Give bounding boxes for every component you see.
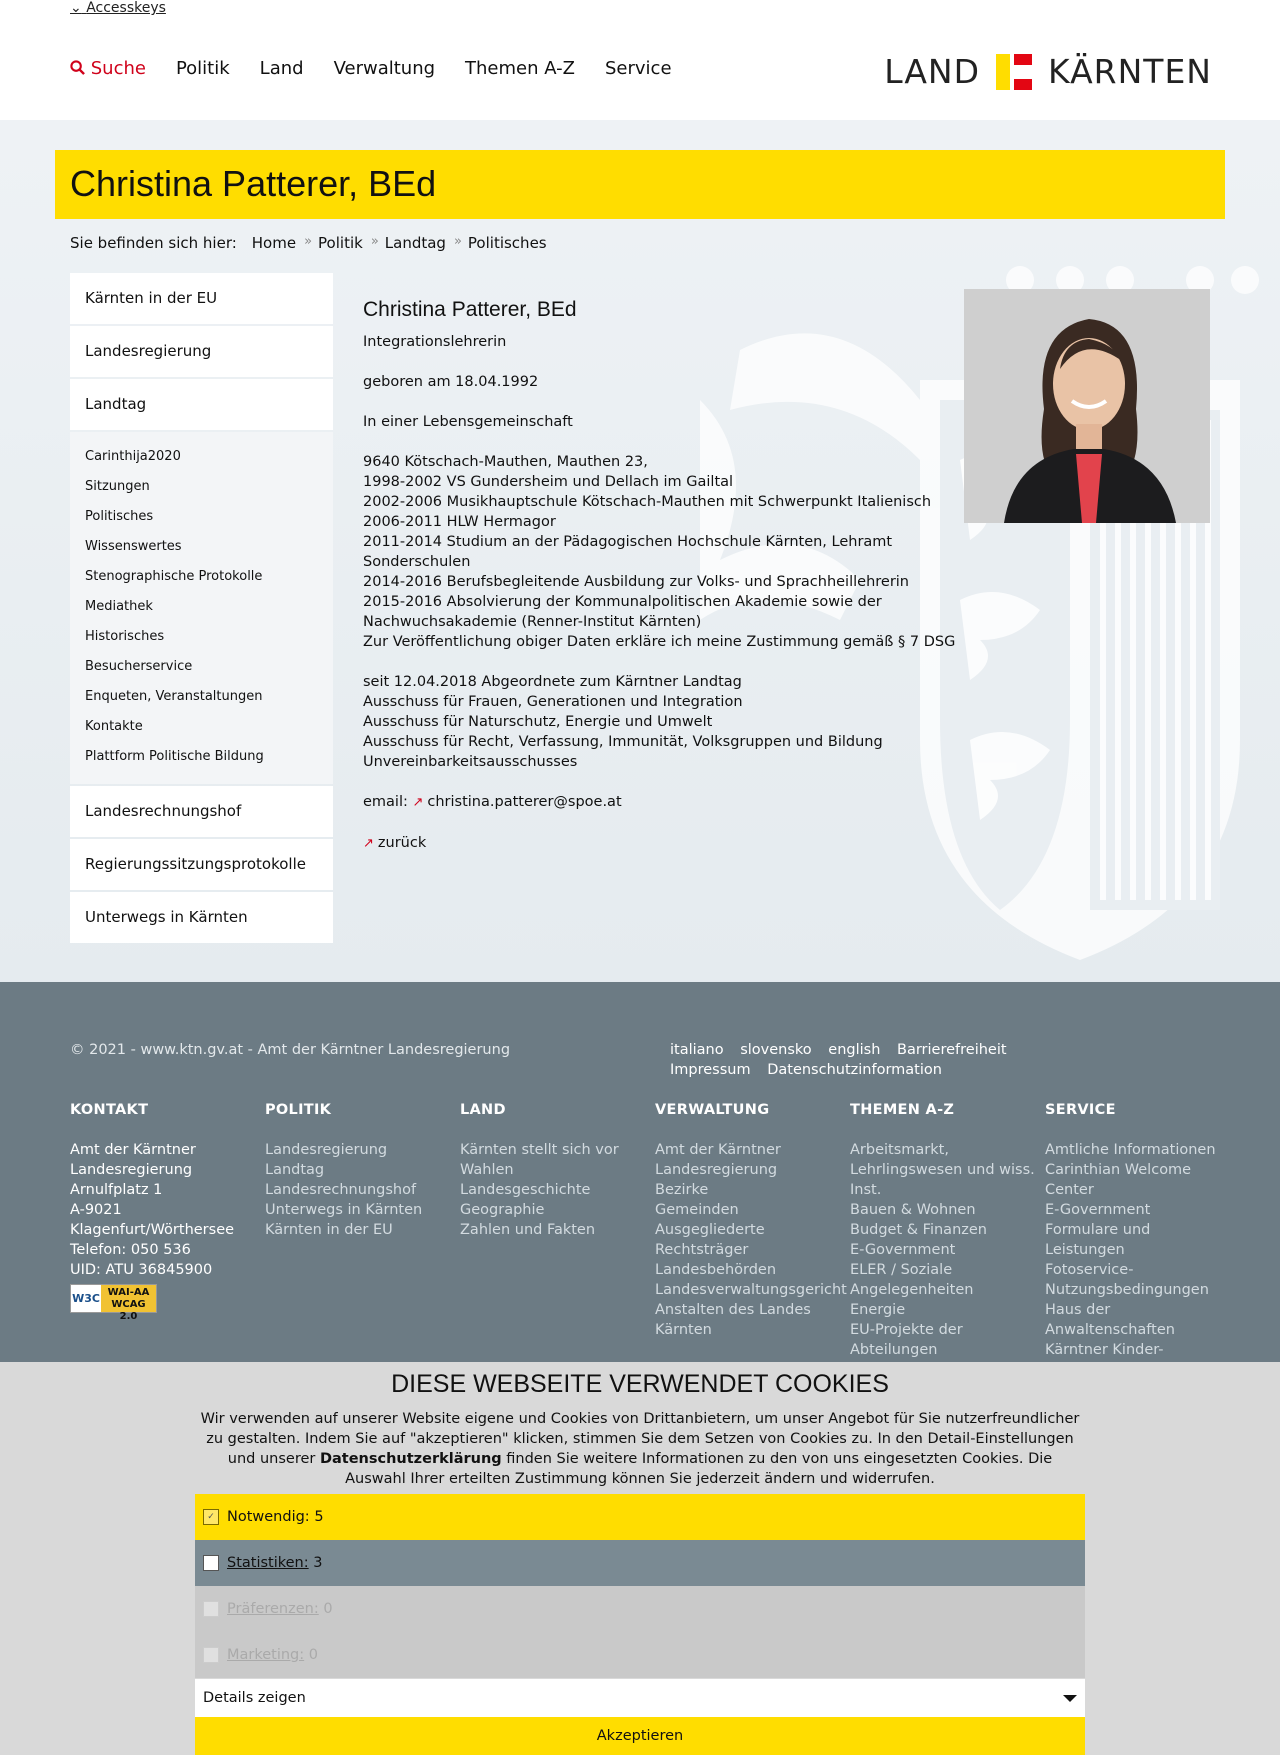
- main-nav: [70, 58, 702, 79]
- checkbox-checked-icon[interactable]: ✓: [203, 1509, 219, 1525]
- sidebar-submenu: [70, 432, 333, 784]
- portrait-image: [964, 289, 1210, 523]
- sidebar-subitem[interactable]: Carinthija2020: [85, 449, 181, 464]
- back-row: [363, 833, 963, 854]
- sidebar-item-unterwegs[interactable]: Unterwegs in Kärnten: [70, 892, 333, 943]
- footer-col-kontakt: KONTAKT Amt der Kärntner Landesregierung Arnulfplatz 1 A-9021 Klagenfurt/Wörthersee Telefon: 050 536 UID: ATU 36845900 W3C WAI-AA WCAG 2.0: [70, 1102, 235, 1322]
- sidebar-subitem[interactable]: Stenographische Protokolle: [85, 569, 263, 584]
- sidebar-item-landesregierung[interactable]: Landesregierung: [70, 326, 333, 377]
- privacy-link[interactable]: Datenschutzerklärung: [319, 1451, 502, 1467]
- chevron-down-icon: ⌄: [70, 0, 82, 16]
- sidebar-subitem[interactable]: Besucherservice: [85, 659, 193, 674]
- footer-link-impressum[interactable]: Impressum: [670, 1062, 751, 1078]
- sidebar-item-landtag[interactable]: Landtag: [70, 379, 333, 430]
- checkbox-icon[interactable]: [203, 1647, 219, 1663]
- back-link[interactable]: zurück: [377, 835, 427, 851]
- caret-down-icon: [1063, 1695, 1077, 1702]
- footer-link-datenschutz[interactable]: Datenschutzinformation: [767, 1062, 942, 1078]
- nav-themen[interactable]: Themen A-Z: [465, 58, 575, 79]
- accept-button[interactable]: Akzeptieren: [195, 1717, 1085, 1755]
- chevron-right-icon: »: [370, 234, 379, 249]
- cookie-option-praeferenzen[interactable]: Präferenzen: 0: [195, 1586, 1085, 1632]
- cookie-title: DIESE WEBSEITE VERWENDET COOKIES: [391, 1370, 889, 1398]
- cookie-banner: [0, 1362, 1280, 1755]
- nav-land[interactable]: Land: [259, 58, 304, 79]
- cookie-option-notwendig[interactable]: ✓ Notwendig: 5: [195, 1494, 1085, 1540]
- cookie-option-statistiken[interactable]: Statistiken: 3: [195, 1540, 1085, 1586]
- logo-mark-icon: [996, 54, 1032, 90]
- footer-col-themen: THEMEN A-Z Arbeitsmarkt, Lehrlingswesen und wiss. Inst. Bauen & Wohnen Budget & Finanzen E-Government ELER / Soziale Angelegenheiten Energie EU-Projekte der Abteilungen: [850, 1102, 1035, 1358]
- chevron-right-icon: »: [304, 234, 313, 249]
- profile-photo: [964, 289, 1210, 523]
- site-footer: [0, 982, 1280, 1362]
- nav-politik[interactable]: Politik: [175, 58, 230, 79]
- footer-col-verwaltung: VERWALTUNG Amt der Kärntner Landesregierung Bezirke Gemeinden Ausgegliederte Rechtsträger Landesbehörden Landesverwaltungsgericht Anstalten des Landes Kärnten: [655, 1102, 847, 1338]
- profile-born: geboren am 18.04.1992: [363, 374, 539, 390]
- checkbox-icon[interactable]: [203, 1601, 219, 1617]
- breadcrumb-politik[interactable]: Politik: [318, 234, 363, 252]
- email-link[interactable]: christina.patterer@spoe.at: [427, 794, 622, 810]
- nav-verwaltung[interactable]: Verwaltung: [333, 58, 436, 79]
- sidebar-subitem[interactable]: Mediathek: [85, 599, 153, 614]
- profile-status: In einer Lebensgemeinschaft: [363, 414, 573, 430]
- nav-search[interactable]: Suche: [70, 58, 146, 79]
- breadcrumb-label: Sie befinden sich hier:: [70, 234, 237, 252]
- sidebar-subitem[interactable]: Enqueten, Veranstaltungen: [85, 689, 263, 704]
- sidebar-subitem[interactable]: Kontakte: [85, 719, 143, 734]
- profile-content: [363, 300, 963, 874]
- cookie-option-marketing[interactable]: Marketing: 0: [195, 1632, 1085, 1678]
- sidebar-subitem[interactable]: Plattform Politische Bildung: [85, 749, 264, 764]
- profile-cv: 9640 Kötschach-Mauthen, Mauthen 23, 1998-2002 VS Gundersheim und Dellach im Gailtal 2002-2006 Musikhauptschule Kötschach-Mauthen mit Schwerpunkt Italienisch 2006-2011 HLW Hermagor 2011-2014 Studium an der Pädagogischen Hochschule Kärnten, Lehramt Sonderschulen 2014-2016 Berufsbegleitende Ausbildung zur Volks- und Sprachheillehrerin 2015-2016 Absolvierung der Kommunalpolitischen Akademie sowie der Nachwuchsakademie (Renner-Institut Kärnten) Zur Veröffentlichung obiger Daten erkläre ich meine Zustimmung gemäß § 7 DSG: [363, 454, 956, 650]
- wcag-badge[interactable]: W3C WAI-AA WCAG 2.0: [70, 1284, 157, 1313]
- cookie-text: Wir verwenden auf unserer Website eigene und Cookies von Drittanbietern, um unser Angebot für Sie nutzerfreundlicher zu gestalten. Indem Sie auf "akzeptieren" klicken, stimmen Sie dem Setzen von Cookies zu. In den Detail-Einstellungen und unserer Datenschutzerklärung finden Sie weitere Informationen zu den von uns eingesetzten Cookies. Die Auswahl Ihrer erteilten Zustimmung können Sie jederzeit ändern und widerrufen.: [200, 1411, 1080, 1487]
- search-icon: [70, 60, 85, 75]
- breadcrumb-landtag[interactable]: Landtag: [384, 234, 446, 252]
- sidebar-subitem[interactable]: Sitzungen: [85, 479, 150, 494]
- breadcrumb: [70, 234, 555, 252]
- chevron-right-icon: »: [453, 234, 462, 249]
- details-toggle[interactable]: Details zeigen: [195, 1679, 1085, 1717]
- checkbox-icon[interactable]: [203, 1555, 219, 1571]
- accesskeys-link[interactable]: ⌄ Accesskeys: [70, 0, 166, 16]
- sidebar-nav: [70, 273, 333, 945]
- footer-link-english[interactable]: english: [828, 1042, 881, 1058]
- nav-service[interactable]: Service: [605, 58, 672, 79]
- profile-occupation: Integrationslehrerin: [363, 334, 507, 350]
- footer-col-service: SERVICE Amtliche Informationen Carinthian Welcome Center E-Government Formulare und Leistungen Fotoservice-Nutzungsbedingungen Haus der Anwaltenschaften Kärntner Kinder-: [1045, 1102, 1216, 1358]
- footer-link-slovensko[interactable]: slovensko: [740, 1042, 812, 1058]
- sidebar-subitem[interactable]: Wissenswertes: [85, 539, 182, 554]
- footer-link-italiano[interactable]: italiano: [670, 1042, 724, 1058]
- breadcrumb-home[interactable]: Home: [251, 234, 297, 252]
- sidebar-item-landesrechnungshof[interactable]: Landesrechnungshof: [70, 786, 333, 837]
- footer-col-land: LAND Kärnten stellt sich vor Wahlen Landesgeschichte Geographie Zahlen und Fakten: [460, 1102, 619, 1238]
- footer-col-politik: POLITIK Landesregierung Landtag Landesrechnungshof Unterwegs in Kärnten Kärnten in der EU: [265, 1102, 423, 1238]
- breadcrumb-politisches[interactable]: Politisches: [467, 234, 547, 252]
- page-title-bar: [55, 150, 1225, 219]
- sidebar-subitem[interactable]: Politisches: [85, 509, 154, 524]
- site-logo[interactable]: LAND KÄRNTEN: [884, 52, 1212, 91]
- page-title: Christina Patterer, BEd: [70, 163, 437, 204]
- external-link-icon: ↗: [412, 795, 424, 810]
- footer-link-barrierefreiheit[interactable]: Barrierefreiheit: [897, 1042, 1007, 1058]
- profile-email-row: email: ↗ christina.patterer@spoe.at: [363, 794, 622, 810]
- sidebar-item-regierungssitzungsprotokolle[interactable]: Regierungssitzungsprotokolle: [70, 839, 333, 890]
- external-link-icon: ↗: [363, 836, 374, 851]
- copyright: © 2021 - www.ktn.gv.at - Amt der Kärntner Landesregierung: [70, 1042, 511, 1058]
- sidebar-subitem[interactable]: Historisches: [85, 629, 165, 644]
- profile-functions: seit 12.04.2018 Abgeordnete zum Kärntner Landtag Ausschuss für Frauen, Generationen und Integration Ausschuss für Naturschutz, Energie und Umwelt Ausschuss für Recht, Verfassung, Immunität, Volksgruppen und Bildung Unvereinbarkeitsausschusses: [363, 674, 883, 770]
- footer-links: [670, 1040, 1110, 1080]
- sidebar-item-eu[interactable]: Kärnten in der EU: [70, 273, 333, 324]
- profile-name: Christina Patterer, BEd: [363, 298, 577, 321]
